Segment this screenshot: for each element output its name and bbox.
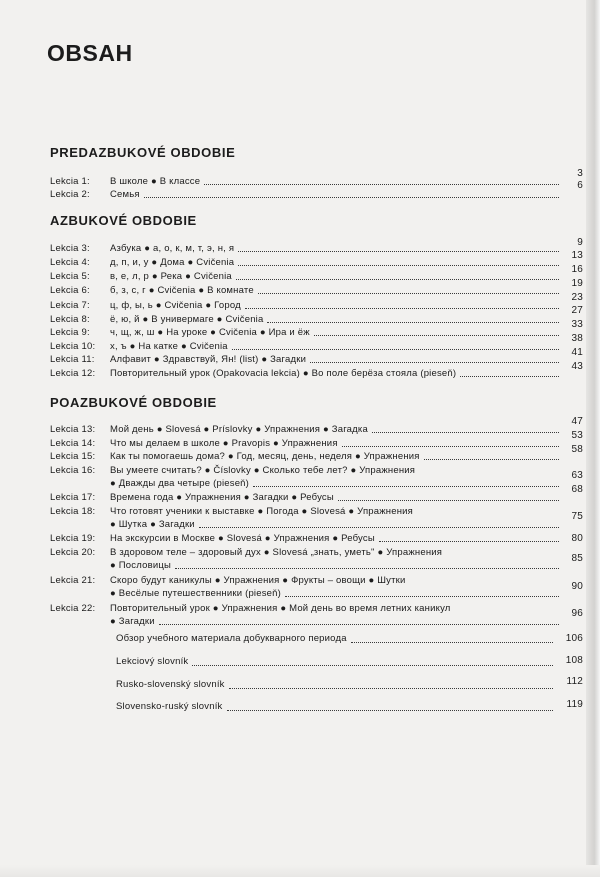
- lesson-title: Семья: [110, 189, 140, 200]
- lesson-title: Времена года ● Упражнения ● Загадки ● Ребусы: [110, 492, 334, 503]
- appendix-entry: [50, 656, 583, 669]
- page-number: 43: [571, 361, 583, 372]
- lesson-title: х, ъ ● На катке ● Cvičenia: [110, 341, 228, 352]
- lesson-label: Lekcia 8:: [50, 314, 90, 325]
- lesson-label: Lekcia 12:: [50, 368, 96, 379]
- page-number: 3: [577, 168, 583, 179]
- section-heading: POAZBUKOVÉ OBDOBIE: [50, 395, 217, 410]
- page-number: 63: [571, 470, 583, 481]
- page-number: 85: [571, 553, 583, 564]
- lesson-label: Lekcia 14:: [50, 438, 96, 449]
- page-number: 108: [565, 655, 583, 666]
- page-number: 90: [571, 581, 583, 592]
- appendix-title: Lekciový slovník: [116, 656, 189, 667]
- lesson-label: Lekcia 4:: [50, 257, 90, 268]
- dot-leader: [314, 335, 559, 336]
- lesson-title: б, з, с, г ● Cvičenia ● В комнате: [110, 285, 254, 296]
- dot-leader: [232, 349, 559, 350]
- page-number: 75: [571, 511, 583, 522]
- lesson-title: Алфавит ● Здравствуй, Ян! (list) ● Загадки: [110, 354, 307, 365]
- appendix-entry: [50, 676, 583, 692]
- toc-entry: [50, 237, 583, 256]
- dot-leader: [199, 527, 559, 528]
- lesson-title: В школе ● В классе: [110, 176, 201, 187]
- appendix-title: Обзор учебного материала добукварного периода: [116, 633, 347, 644]
- dot-leader: [253, 486, 559, 487]
- dot-leader: [460, 376, 559, 377]
- page-number: 106: [565, 633, 583, 644]
- page-number: 119: [566, 699, 583, 710]
- dot-leader: [424, 459, 559, 460]
- lesson-title: ч, щ, ж, ш ● На уроке ● Cvičenia ● Ира и ёж: [110, 327, 310, 338]
- toc-entry: [50, 416, 583, 437]
- lesson-label: Lekcia 1:: [50, 176, 90, 187]
- toc-entry: [50, 603, 583, 629]
- lesson-label: Lekcia 21:: [50, 575, 96, 586]
- lesson-title: в, е, л, р ● Река ● Cvičenia: [110, 271, 232, 282]
- dot-leader: [175, 568, 559, 569]
- page-number: 6: [577, 180, 583, 191]
- page-number: 47: [571, 416, 583, 427]
- lesson-title: ● Пословицы: [110, 560, 171, 571]
- lesson-title: ● Загадки: [110, 616, 155, 627]
- page-bottom-edge: [0, 865, 600, 877]
- toc-entry: [50, 444, 583, 464]
- page-number: 33: [571, 319, 583, 330]
- lesson-label: Lekcia 10:: [50, 341, 96, 352]
- lesson-title: ё, ю, й ● В универмаге ● Cvičenia: [110, 314, 264, 325]
- toc-entry: [50, 278, 583, 298]
- lesson-title: ц, ф, ы, ь ● Cvičenia ● Город: [110, 300, 241, 311]
- lesson-label: Lekcia 2:: [50, 189, 90, 200]
- lesson-label: Lekcia 20:: [50, 547, 96, 558]
- dot-leader: [310, 362, 559, 363]
- page-number: 38: [571, 333, 583, 344]
- lesson-title: д, п, и, у ● Дома ● Cvičenia: [110, 257, 235, 268]
- dot-leader: [159, 624, 559, 625]
- dot-leader: [238, 265, 559, 266]
- dot-leader: [372, 432, 559, 433]
- page-number: 53: [571, 430, 583, 441]
- toc-entry: [50, 333, 583, 354]
- appendix-entry: [50, 633, 583, 646]
- lesson-label: Lekcia 22:: [50, 603, 96, 614]
- page-number: 96: [571, 608, 583, 619]
- toc-entry: [50, 168, 583, 189]
- lesson-title: ● Шутка ● Загадки: [110, 519, 195, 530]
- dot-leader: [258, 293, 559, 294]
- lesson-title: Азбука ● а, о, к, м, т, э, н, я: [110, 243, 235, 254]
- dot-leader: [379, 541, 559, 542]
- toc-entry: [50, 347, 583, 367]
- lesson-label: Lekcia 9:: [50, 327, 90, 338]
- lesson-label: Lekcia 11:: [50, 354, 95, 365]
- lesson-title: ● Весёлые путешественники (pieseň): [110, 588, 281, 599]
- lesson-title: Мой день ● Slovesá ● Príslovky ● Упражнения ● Загадка: [110, 424, 368, 435]
- lesson-title: Вы умеете считать? ● Číslovky ● Сколько тебе лет? ● Упражнения: [110, 465, 416, 476]
- toc-entry: [50, 361, 583, 381]
- section-heading: PREDAZBUKOVÉ OBDOBIE: [50, 145, 236, 160]
- page-edge-shadow: [586, 0, 600, 877]
- lesson-label: Lekcia 18:: [50, 506, 96, 517]
- lesson-label: Lekcia 7:: [50, 300, 90, 311]
- toc-entry: [50, 533, 583, 546]
- page-number: 19: [571, 278, 583, 289]
- lesson-label: Lekcia 19:: [50, 533, 96, 544]
- appendix-title: Slovensko-ruský slovník: [116, 701, 223, 712]
- toc-entry: [50, 430, 583, 451]
- dot-leader: [267, 322, 559, 323]
- page-number: 23: [571, 292, 583, 303]
- lesson-label: Lekcia 16:: [50, 465, 96, 476]
- lesson-title: Как ты помогаешь дома? ● Год, месяц, день, неделя ● Упражнения: [110, 451, 420, 462]
- page-number: 68: [571, 484, 583, 495]
- dot-leader: [236, 279, 559, 280]
- lesson-label: Lekcia 3:: [50, 243, 90, 254]
- toc-entry: [50, 506, 583, 532]
- lesson-title: Скоро будут каникулы ● Упражнения ● Фрукты – овощи ● Шутки: [110, 575, 406, 586]
- dot-leader: [204, 184, 559, 185]
- page-number: 16: [571, 264, 583, 275]
- lesson-label: Lekcia 13:: [50, 424, 96, 435]
- dot-leader: [144, 197, 559, 198]
- section-heading: AZBUKOVÉ OBDOBIE: [50, 213, 197, 228]
- dot-leader: [229, 688, 553, 689]
- toc-entry: [50, 250, 583, 270]
- toc-entry: [50, 465, 583, 491]
- lesson-label: Lekcia 17:: [50, 492, 96, 503]
- lesson-title: На экскурсии в Москве ● Slovesá ● Упражнения ● Ребусы: [110, 533, 375, 544]
- page-number: 41: [571, 347, 583, 358]
- lesson-label: Lekcia 6:: [50, 285, 90, 296]
- dot-leader: [342, 446, 559, 447]
- dot-leader: [227, 710, 553, 711]
- page-number: 27: [571, 305, 583, 316]
- dot-leader: [192, 665, 553, 666]
- lesson-title: Что готовят ученики к выставке ● Погода ● Slovesá ● Упражнения: [110, 506, 414, 517]
- lesson-title: Повторительный урок (Opakovacia lekcia) ● Во поле берёза стояла (pieseň): [110, 368, 457, 379]
- lesson-title: В здоровом теле – здоровый дух ● Slovesá „знать, уметь" ● Упражнения: [110, 547, 443, 558]
- page-number: 80: [571, 533, 583, 544]
- appendix-title: Rusko-slovenský slovník: [116, 679, 225, 690]
- dot-leader: [351, 642, 553, 643]
- page-number: 13: [571, 250, 583, 261]
- appendix-entry: [50, 701, 583, 714]
- page-title: OBSAH: [47, 40, 133, 66]
- lesson-title: Что мы делаем в школе ● Pravopis ● Упражнения: [110, 438, 338, 449]
- toc-entry: [50, 292, 583, 313]
- toc-entry: [50, 484, 583, 505]
- page-number: 58: [571, 444, 583, 455]
- dot-leader: [245, 308, 559, 309]
- page-number: 112: [566, 676, 583, 687]
- dot-leader: [285, 596, 559, 597]
- toc-entry: [50, 575, 583, 601]
- toc-entry: [50, 264, 583, 284]
- page-number: 9: [577, 237, 583, 248]
- lesson-label: Lekcia 15:: [50, 451, 96, 462]
- toc-entry: [50, 547, 583, 573]
- lesson-title: Повторительный урок ● Упражнения ● Мой день во время летних каникул: [110, 603, 451, 614]
- dot-leader: [238, 251, 559, 252]
- lesson-label: Lekcia 5:: [50, 271, 90, 282]
- lesson-title: ● Дважды два четыре (pieseň): [110, 478, 250, 489]
- dot-leader: [338, 500, 559, 501]
